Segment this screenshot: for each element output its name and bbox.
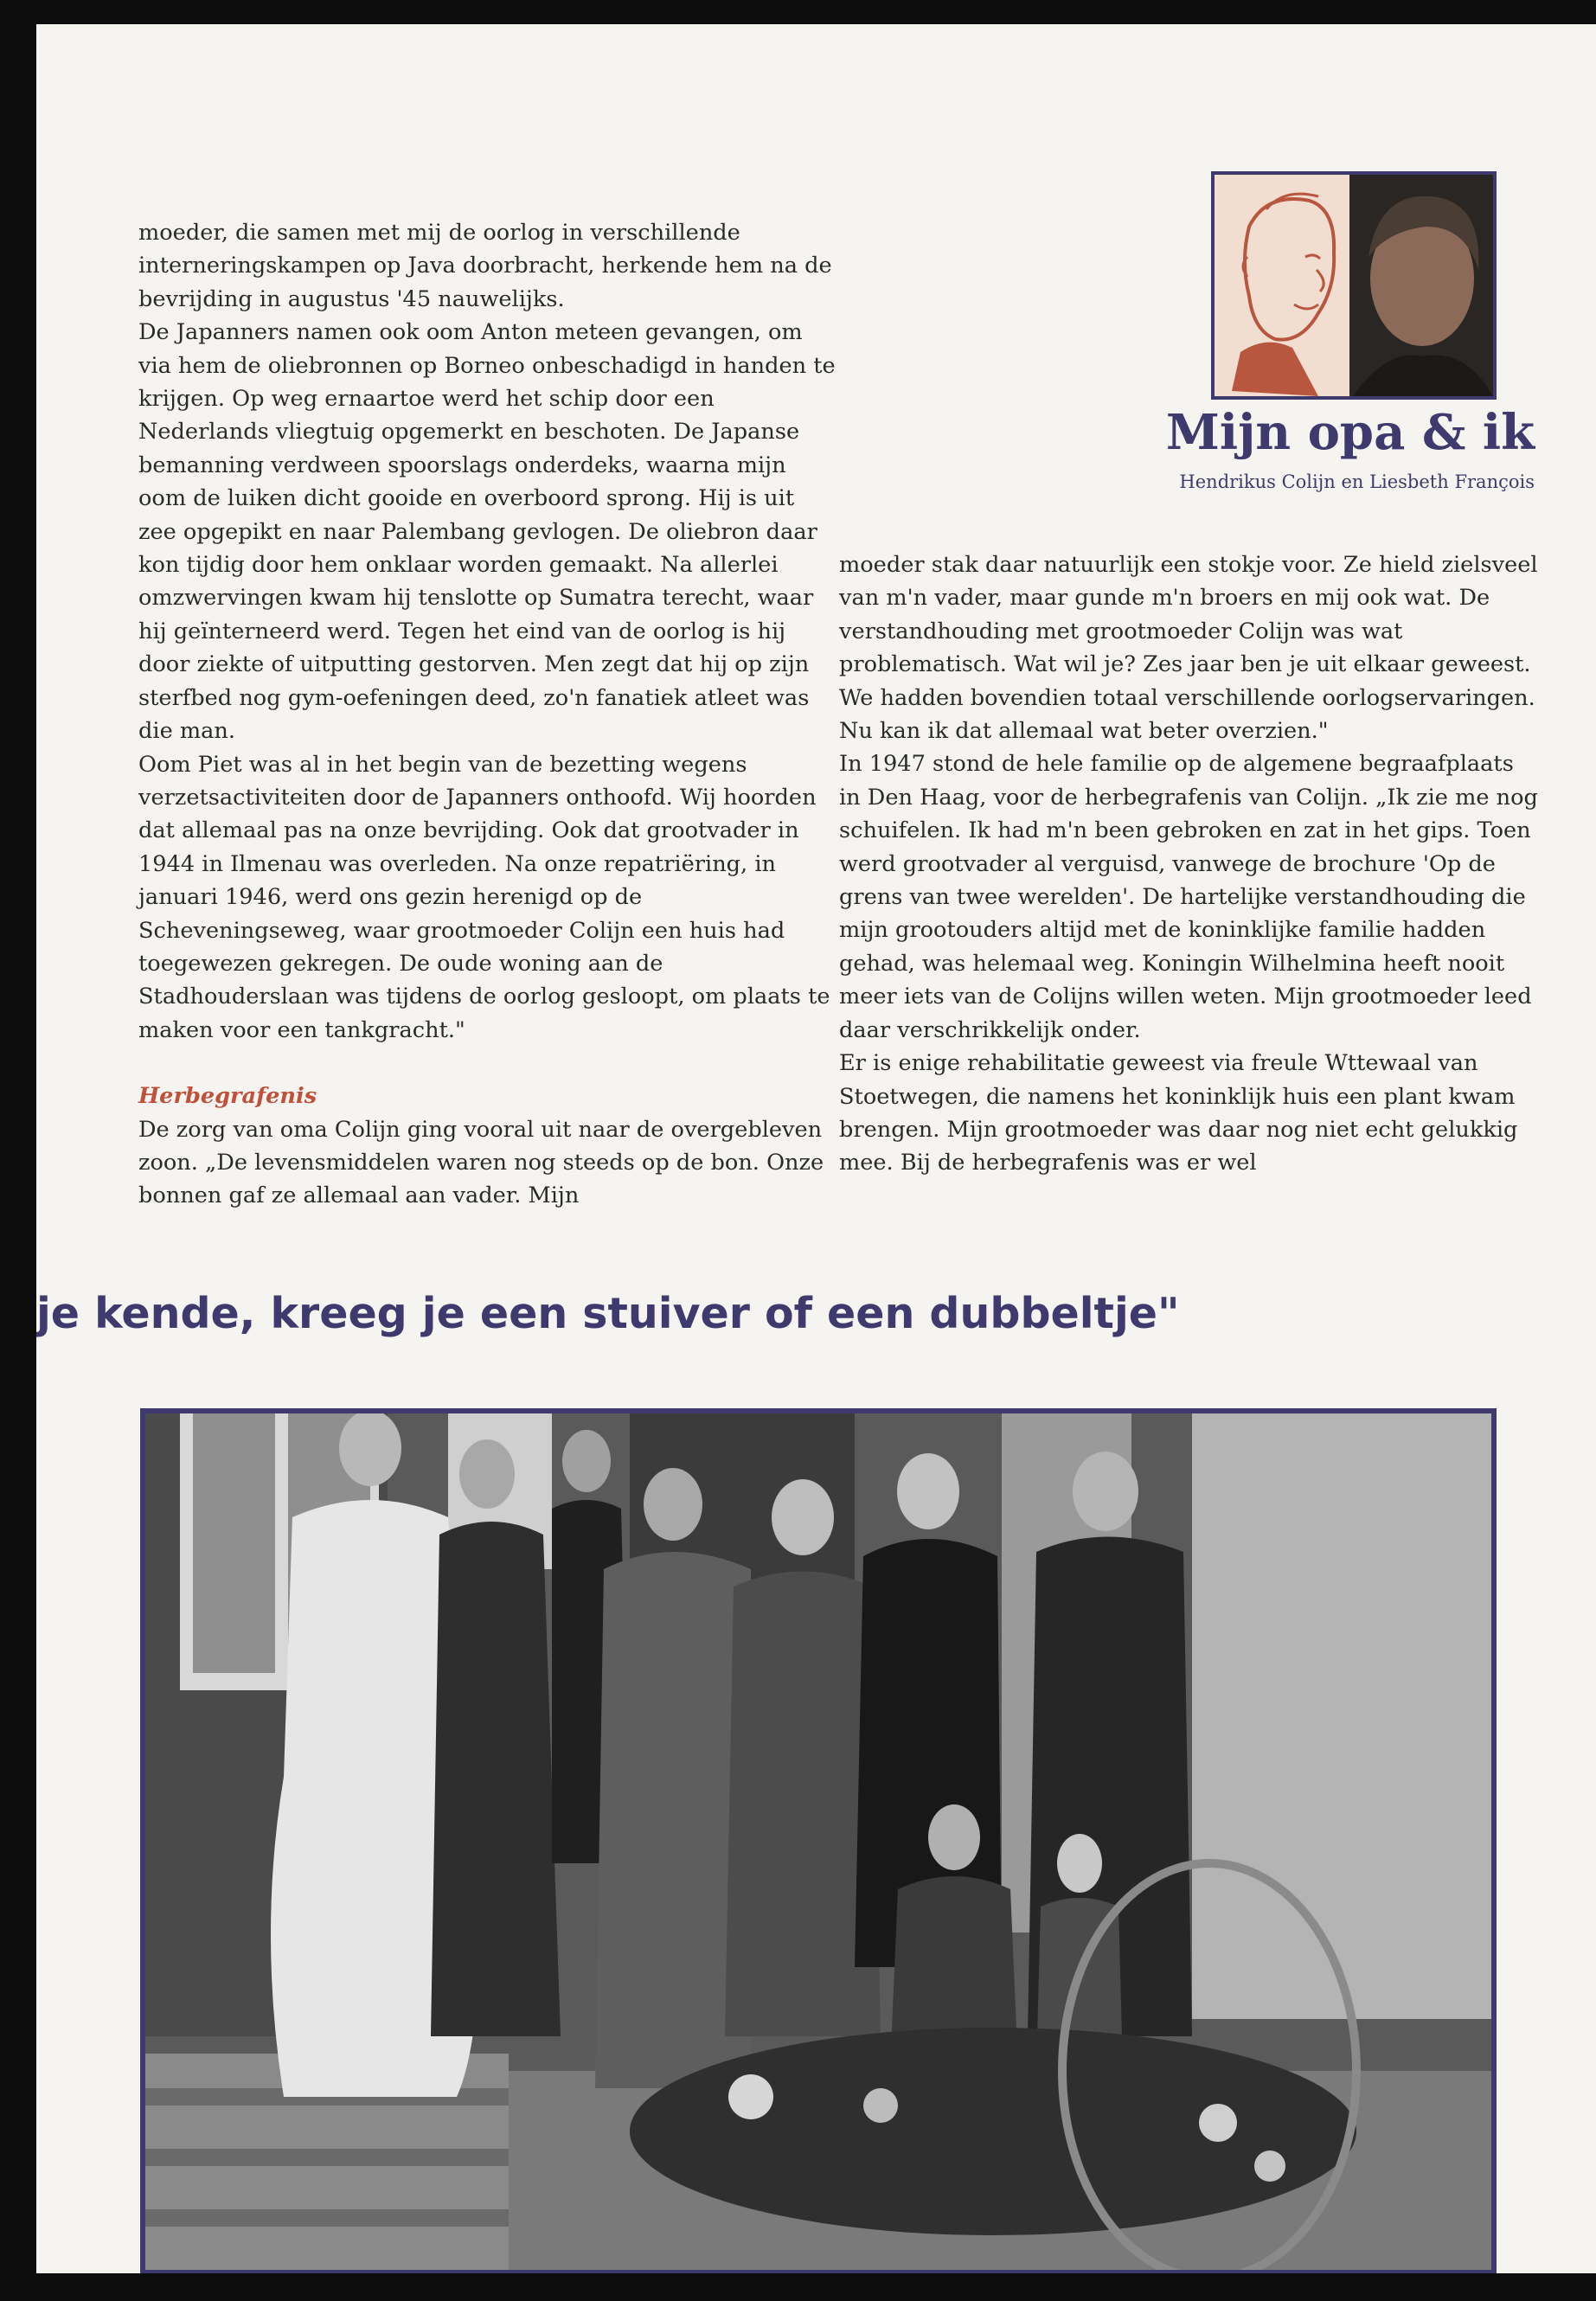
article-title: Mijn opa & ik xyxy=(1165,404,1535,461)
family-photo-illustration xyxy=(145,1413,1491,2270)
section-subheading: Herbegrafenis xyxy=(138,1083,317,1110)
right-paragraph-2: In 1947 stond de hele familie op de algemene begraafplaats in Den Haag, voor de herbegrafenis van Colijn. „Ik zie me nog schuifelen. Ik had m'n been gebroken en zat in het gips. Toen werd grootvader al verguisd, vanwege de brochure 'Op de grens van twee werelden'. De hartelijke verstandhouding die mijn grootouders altijd met de koninklijke familie hadden gehad, was helemaal weg. Koningin Wilhelmina heeft nooit meer iets van de Colijns willen weten. Mijn grootmoeder leed daar verschrikkelijk onder. xyxy=(839,751,1538,1043)
right-paragraph-3: Er is enige rehabilitatie geweest via freule Wttewaal van Stoetwegen, die namens het koninklijk huis een plant kwam brengen. Mijn grootmoeder was daar nog niet echt gelukkig mee. Bij de herbegrafenis was er wel xyxy=(839,1050,1518,1176)
right-text-column xyxy=(839,548,1540,1180)
article-byline: Hendrikus Colijn en Liesbeth François xyxy=(1179,471,1535,492)
header-portrait-image xyxy=(1211,171,1497,400)
left-paragraph-1: moeder, die samen met mij de oorlog in verschillende interneringskampen op Java doorbracht, herkende hem na de bevrijding in augustus '45 nauwelijks. xyxy=(138,220,832,312)
left-paragraph-4: De zorg van oma Colijn ging vooral uit naar de overgebleven zoon. „De levensmiddelen waren nog steeds op de bon. Onze bonnen gaf ze allemaal aan vader. Mijn xyxy=(138,1116,824,1209)
portrait-illustration xyxy=(1215,175,1493,396)
left-paragraph-3: Oom Piet was al in het begin van de bezetting wegens verzetsactiviteiten door de Japanners onthoofd. Wij hoorden dat allemaal pas na onze bevrijding. Ook dat grootvader in 1944 in Ilmenau was overleden. Na onze repatriëring, in januari 1946, werd ons gezin herenigd op de Scheveningseweg, waar grootmoeder Colijn een huis had toegewezen gekregen. De oude woning aan de Stadhouderslaan was tijdens de oorlog gesloopt, om plaats te maken voor een tankgracht." xyxy=(138,751,830,1043)
magazine-page xyxy=(36,24,1596,2273)
family-photo xyxy=(140,1408,1497,2273)
left-paragraph-2: De Japanners namen ook oom Anton meteen gevangen, om via hem de oliebronnen op Borneo onbeschadigd in handen te krijgen. Op weg ernaartoe werd het schip door een Nederlands vliegtuig opgemerkt en beschoten. De Japanse bemanning verdween spoorslags onderdeks, waarna mijn oom de luiken dicht gooide en overboord sprong. Hij is uit zee opgepikt en naar Palembang gevlogen. De oliebron daar kon tijdig door hem onklaar worden gemaakt. Na allerlei omzwervingen kwam hij tenslotte op Sumatra terecht, waar hij geïnterneerd werd. Tegen het eind van de oorlog is hij door ziekte of uitputting gestorven. Men zegt dat hij op zijn sterfbed nog gym-oefeningen deed, zo'n fanatiek atleet was die man. xyxy=(138,319,836,745)
left-text-column xyxy=(138,216,839,1213)
pull-quote: je kende, kreeg je een stuiver of een dubbeltje" xyxy=(36,1289,1180,1338)
right-paragraph-1: moeder stak daar natuurlijk een stokje voor. Ze hield zielsveel van m'n vader, maar gunde m'n broers en mij ook wat. De verstandhouding met grootmoeder Colijn was wat problematisch. Wat wil je? Zes jaar ben je uit elkaar geweest. We hadden bovendien totaal verschillende oorlogservaringen. Nu kan ik dat allemaal wat beter overzien." xyxy=(839,552,1538,745)
